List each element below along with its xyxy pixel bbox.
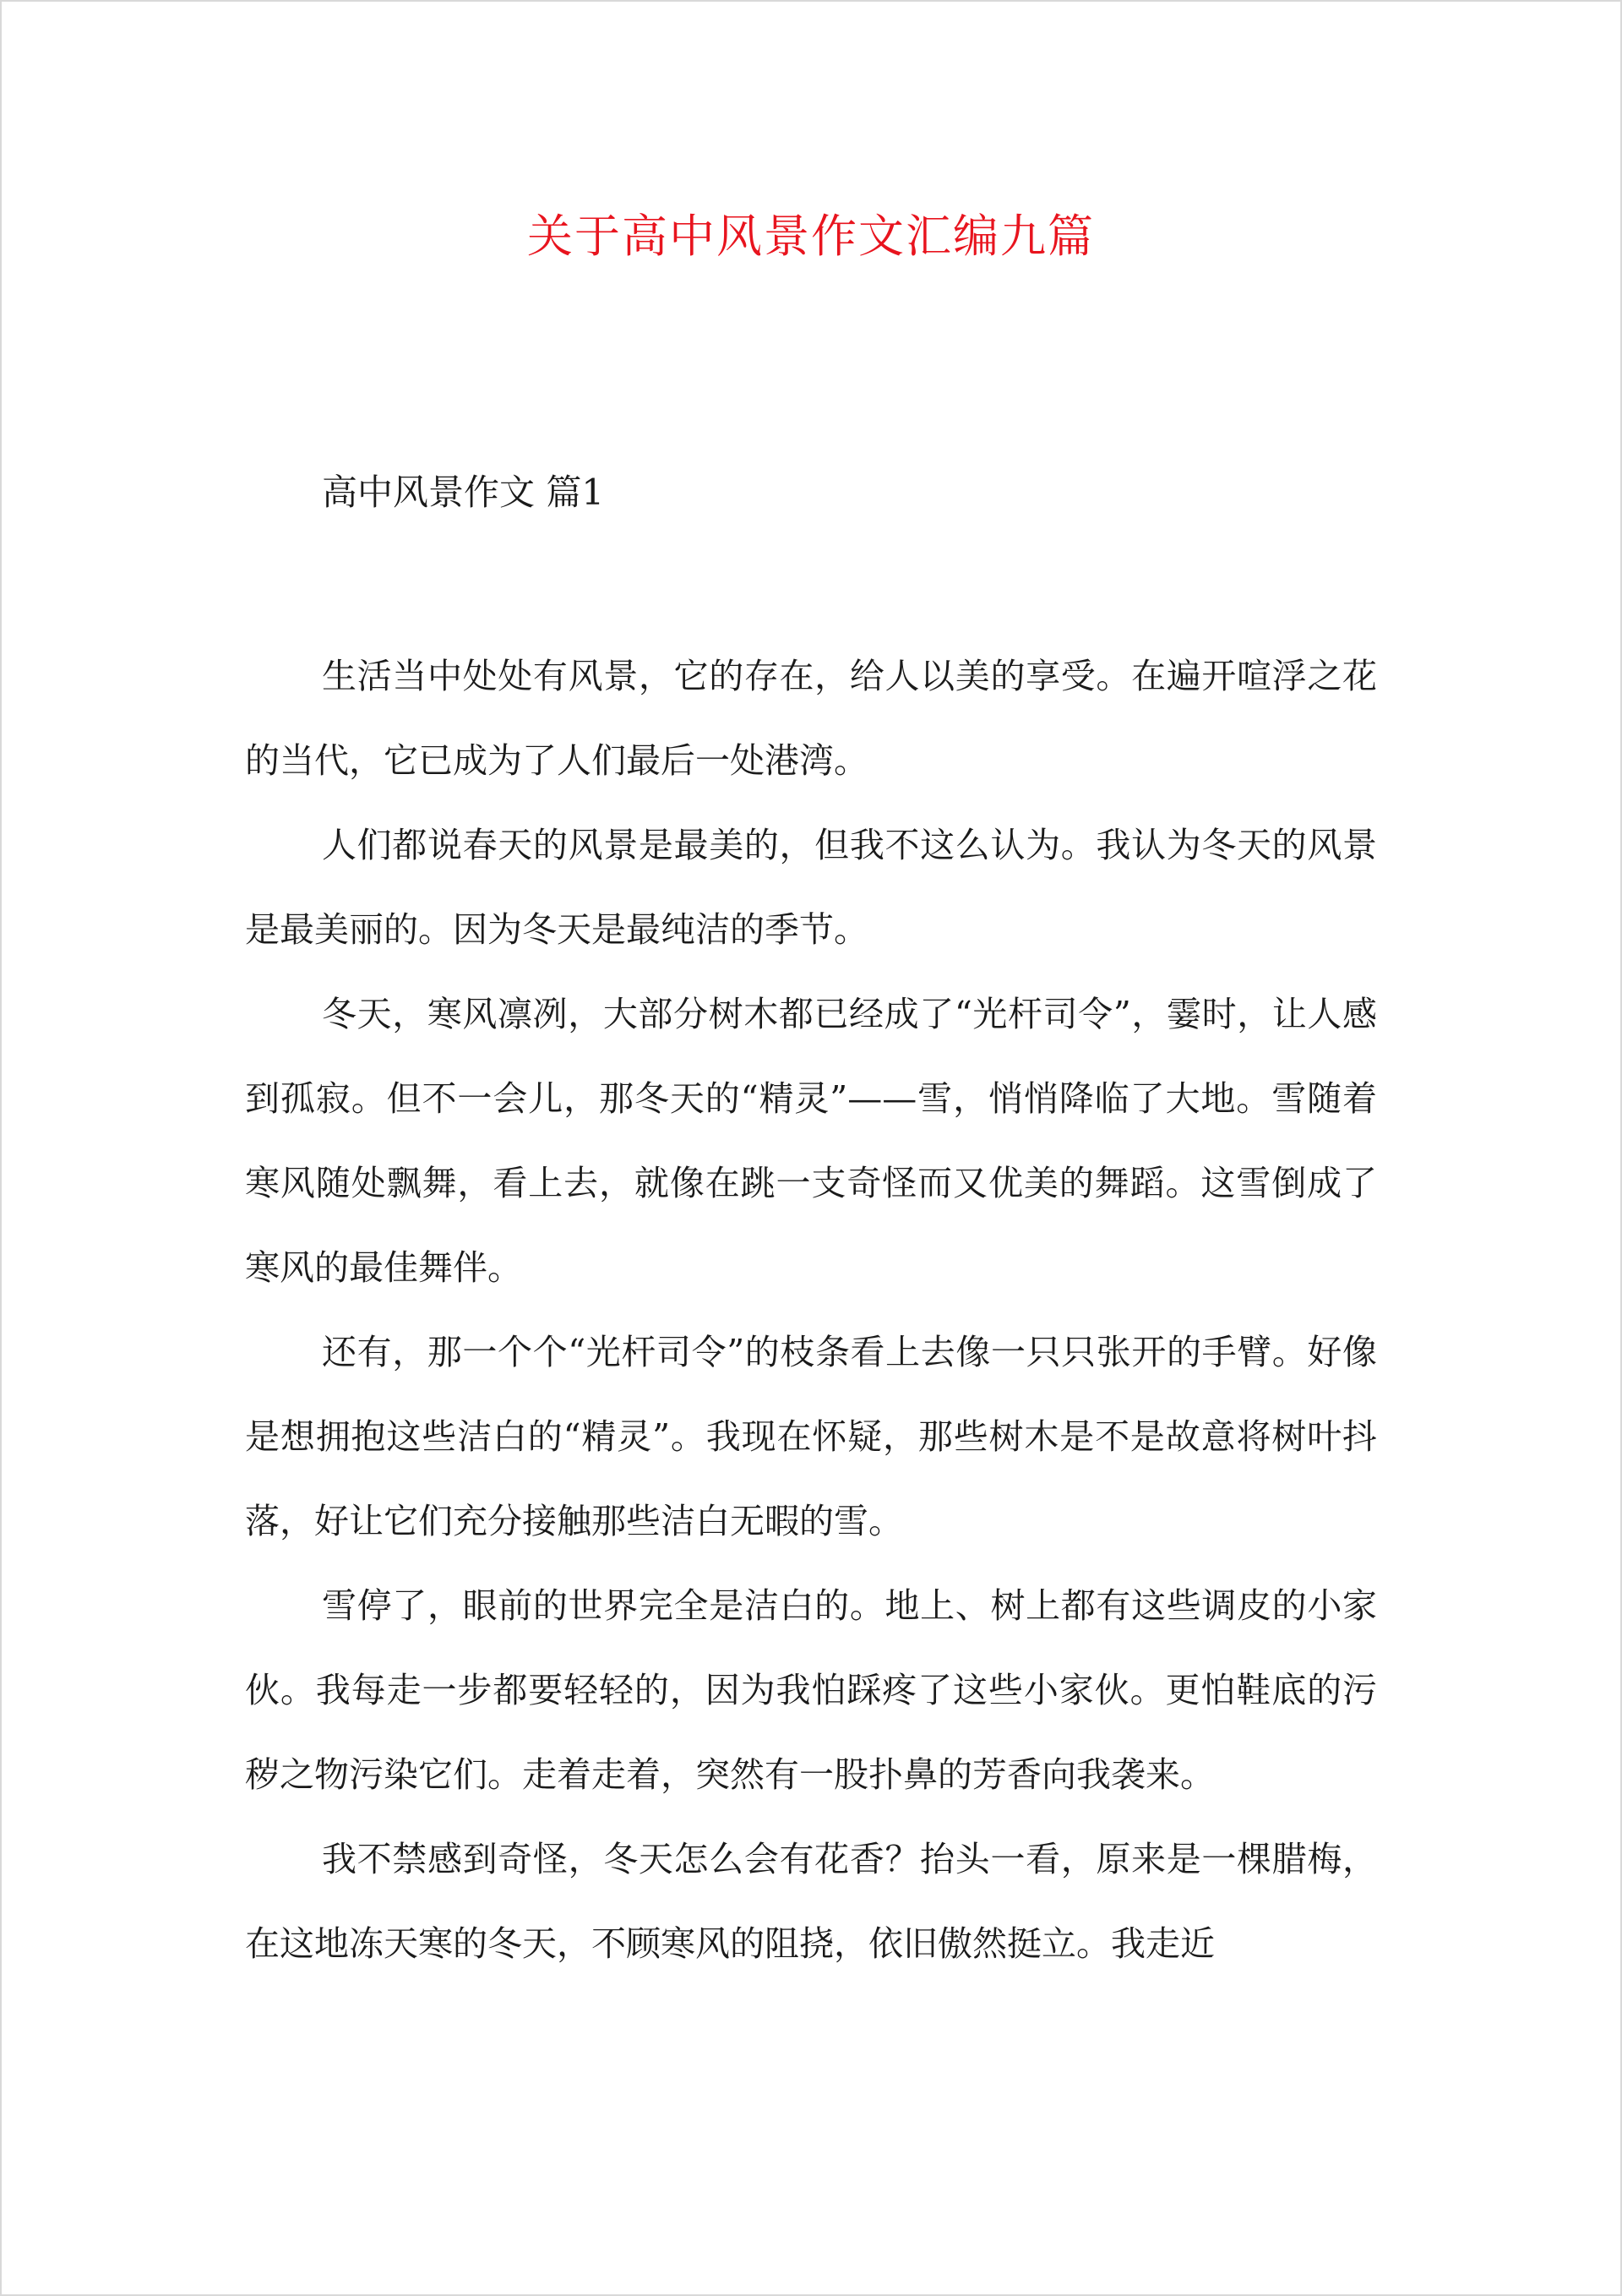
paragraph: 生活当中处处有风景，它的存在，给人以美的享受。在遍开喧浮之花的当代，它已成为了人们最后一处港湾。 xyxy=(245,656,1377,781)
document-body xyxy=(245,634,1377,1986)
paragraph: 冬天，寒风凛冽，大部分树木都已经成了“光杆司令”，霎时，让人感到孤寂。但不一会儿，那冬天的“精灵”——雪，悄悄降临了大地。雪随着寒风随处飘舞，看上去，就像在跳一支奇怪而又优美的舞蹈。这雪倒成了寒风的最佳舞伴。 xyxy=(245,994,1377,1288)
paragraph: 我不禁感到奇怪，冬天怎么会有花香？抬头一看，原来是一棵腊梅，在这地冻天寒的冬天，不顾寒风的阻挠，依旧傲然挺立。我走近 xyxy=(245,1839,1377,1964)
paragraph: 雪停了，眼前的世界完全是洁白的。地上、树上都有这些调皮的小家伙。我每走一步都要轻轻的，因为我怕踩疼了这些小家伙。更怕鞋底的污秽之物污染它们。走着走着，突然有一股扑鼻的芳香向我袭来。 xyxy=(245,1585,1377,1795)
section-heading: 高中风景作文 篇1 xyxy=(322,472,605,513)
paragraph: 还有，那一个个“光杆司令”的枝条看上去像一只只张开的手臂。好像是想拥抱这些洁白的“精灵”。我现在怀疑，那些树木是不是故意将树叶抖落，好让它们充分接触那些洁白无暇的雪。 xyxy=(245,1332,1377,1541)
paragraph: 人们都说春天的风景是最美的，但我不这么认为。我认为冬天的风景是最美丽的。因为冬天是最纯洁的季节。 xyxy=(245,825,1377,950)
document-title: 关于高中风景作文汇编九篇 xyxy=(527,210,1095,263)
